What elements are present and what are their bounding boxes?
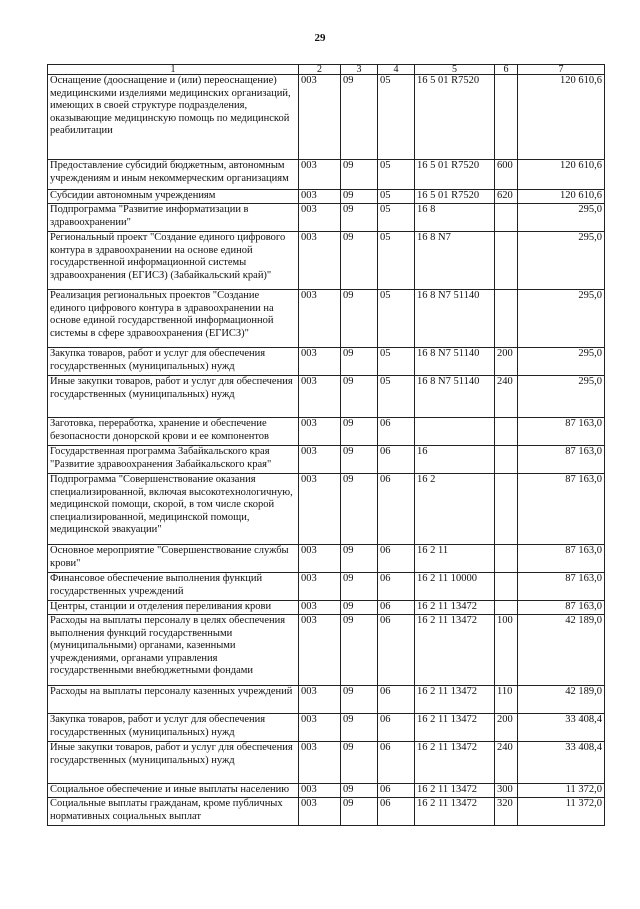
row-section-code-cell: 09	[341, 418, 378, 446]
row-section-code-cell: 09	[341, 714, 378, 742]
row-amount-cell: 33 408,4	[518, 742, 605, 784]
row-ministry-code-cell: 003	[299, 615, 341, 686]
row-section-code-cell: 09	[341, 615, 378, 686]
header-cell: 5	[415, 65, 495, 75]
row-ministry-code-cell: 003	[299, 160, 341, 190]
row-expense-type-cell	[495, 290, 518, 348]
row-name-cell: Государственная программа Забайкальского края "Развитие здравоохранения Забайкальского края"	[48, 446, 299, 474]
budget-table	[47, 64, 605, 826]
row-target-article-cell: 16 8 N7 51140	[415, 376, 495, 418]
row-ministry-code-cell: 003	[299, 573, 341, 601]
row-ministry-code-cell: 003	[299, 290, 341, 348]
row-expense-type-cell	[495, 446, 518, 474]
row-ministry-code-cell: 003	[299, 75, 341, 160]
row-subsection-code-cell: 05	[378, 160, 415, 190]
table-row	[48, 714, 605, 742]
row-target-article-cell: 16 2	[415, 474, 495, 545]
row-target-article-cell: 16 8	[415, 204, 495, 232]
row-ministry-code-cell: 003	[299, 376, 341, 418]
row-section-code-cell: 09	[341, 573, 378, 601]
row-target-article-cell: 16 5 01 R7520	[415, 160, 495, 190]
table-row	[48, 160, 605, 190]
row-target-article-cell: 16 2 11 13472	[415, 784, 495, 798]
row-subsection-code-cell: 05	[378, 190, 415, 204]
row-target-article-cell: 16 2 11 13472	[415, 601, 495, 615]
row-section-code-cell: 09	[341, 376, 378, 418]
row-name-cell: Расходы на выплаты персоналу в целях обеспечения выполнения функций государственными (муниципальными) органами, казенными учреждениями, органами управления государственными внебюджетными фондами	[48, 615, 299, 686]
row-subsection-code-cell: 06	[378, 573, 415, 601]
row-expense-type-cell: 320	[495, 798, 518, 826]
row-amount-cell: 295,0	[518, 290, 605, 348]
row-expense-type-cell: 200	[495, 714, 518, 742]
row-target-article-cell: 16	[415, 446, 495, 474]
row-amount-cell: 120 610,6	[518, 160, 605, 190]
row-name-cell: Социальные выплаты гражданам, кроме публичных нормативных социальных выплат	[48, 798, 299, 826]
row-expense-type-cell	[495, 573, 518, 601]
row-section-code-cell: 09	[341, 798, 378, 826]
row-ministry-code-cell: 003	[299, 474, 341, 545]
row-section-code-cell: 09	[341, 686, 378, 714]
row-name-cell: Социальное обеспечение и иные выплаты населению	[48, 784, 299, 798]
row-expense-type-cell	[495, 232, 518, 290]
row-section-code-cell: 09	[341, 348, 378, 376]
table-row	[48, 290, 605, 348]
row-subsection-code-cell: 06	[378, 418, 415, 446]
row-expense-type-cell: 240	[495, 376, 518, 418]
row-name-cell: Подпрограмма "Развитие информатизации в здравоохранении"	[48, 204, 299, 232]
header-cell: 6	[495, 65, 518, 75]
row-name-cell: Оснащение (дооснащение и (или) переоснащение) медицинскими изделиями медицинских организаций, имеющих в своей структуре подразделения, оказывающие медицинскую помощь по медицинской реабилитации	[48, 75, 299, 160]
header-cell: 1	[48, 65, 299, 75]
row-amount-cell: 295,0	[518, 232, 605, 290]
row-target-article-cell: 16 2 11 13472	[415, 798, 495, 826]
row-name-cell: Расходы на выплаты персоналу казенных учреждений	[48, 686, 299, 714]
table-row	[48, 474, 605, 545]
row-ministry-code-cell: 003	[299, 348, 341, 376]
row-ministry-code-cell: 003	[299, 742, 341, 784]
row-target-article-cell: 16 2 11 13472	[415, 686, 495, 714]
row-section-code-cell: 09	[341, 742, 378, 784]
table-row	[48, 348, 605, 376]
header-cell: 7	[518, 65, 605, 75]
page-number: 29	[314, 32, 326, 44]
row-amount-cell: 87 163,0	[518, 601, 605, 615]
row-ministry-code-cell: 003	[299, 601, 341, 615]
table-row	[48, 376, 605, 418]
row-expense-type-cell	[495, 601, 518, 615]
row-amount-cell: 87 163,0	[518, 573, 605, 601]
row-subsection-code-cell: 06	[378, 784, 415, 798]
row-target-article-cell: 16 5 01 R7520	[415, 190, 495, 204]
row-name-cell: Центры, станции и отделения переливания крови	[48, 601, 299, 615]
row-target-article-cell: 16 8 N7	[415, 232, 495, 290]
table-row	[48, 204, 605, 232]
table-row	[48, 418, 605, 446]
row-amount-cell: 87 163,0	[518, 474, 605, 545]
row-amount-cell: 87 163,0	[518, 418, 605, 446]
row-ministry-code-cell: 003	[299, 190, 341, 204]
row-expense-type-cell	[495, 204, 518, 232]
row-name-cell: Подпрограмма "Совершенствование оказания специализированной, включая высокотехнологичную, медицинской помощи, скорой, в том числе скорой специализированной, медицинской помощи, медицинской эвакуации"	[48, 474, 299, 545]
row-section-code-cell: 09	[341, 160, 378, 190]
row-subsection-code-cell: 05	[378, 290, 415, 348]
row-section-code-cell: 09	[341, 232, 378, 290]
row-target-article-cell: 16 8 N7 51140	[415, 290, 495, 348]
row-amount-cell: 87 163,0	[518, 446, 605, 474]
row-amount-cell: 295,0	[518, 376, 605, 418]
row-target-article-cell: 16 2 11 13472	[415, 742, 495, 784]
row-subsection-code-cell: 05	[378, 376, 415, 418]
row-expense-type-cell: 300	[495, 784, 518, 798]
row-subsection-code-cell: 06	[378, 545, 415, 573]
table-row	[48, 190, 605, 204]
row-subsection-code-cell: 06	[378, 446, 415, 474]
row-expense-type-cell	[495, 474, 518, 545]
row-subsection-code-cell: 05	[378, 204, 415, 232]
row-ministry-code-cell: 003	[299, 446, 341, 474]
table-row	[48, 75, 605, 160]
row-section-code-cell: 09	[341, 190, 378, 204]
row-section-code-cell: 09	[341, 204, 378, 232]
row-expense-type-cell: 110	[495, 686, 518, 714]
row-ministry-code-cell: 003	[299, 418, 341, 446]
row-subsection-code-cell: 06	[378, 742, 415, 784]
table-row	[48, 798, 605, 826]
row-name-cell: Иные закупки товаров, работ и услуг для обеспечения государственных (муниципальных) нужд	[48, 376, 299, 418]
row-name-cell: Закупка товаров, работ и услуг для обеспечения государственных (муниципальных) нужд	[48, 714, 299, 742]
row-target-article-cell: 16 2 11	[415, 545, 495, 573]
row-name-cell: Реализация региональных проектов "Создание единого цифрового контура в здравоохранении на основе единой государственной информационной системы в сфере здравоохранения (ЕГИСЗ)"	[48, 290, 299, 348]
row-subsection-code-cell: 05	[378, 232, 415, 290]
row-name-cell: Региональный проект "Создание единого цифрового контура в здравоохранении на основе единой государственной информационной системы здравоохранения (ЕГИСЗ) (Забайкальский край)"	[48, 232, 299, 290]
table-row	[48, 232, 605, 290]
table-row	[48, 573, 605, 601]
row-subsection-code-cell: 06	[378, 615, 415, 686]
row-name-cell: Заготовка, переработка, хранение и обеспечение безопасности донорской крови и ее компонентов	[48, 418, 299, 446]
row-name-cell: Закупка товаров, работ и услуг для обеспечения государственных (муниципальных) нужд	[48, 348, 299, 376]
row-expense-type-cell: 240	[495, 742, 518, 784]
row-amount-cell: 33 408,4	[518, 714, 605, 742]
row-amount-cell: 87 163,0	[518, 545, 605, 573]
row-expense-type-cell	[495, 75, 518, 160]
row-name-cell: Субсидии автономным учреждениям	[48, 190, 299, 204]
row-name-cell: Основное мероприятие "Совершенствование службы крови"	[48, 545, 299, 573]
table-row	[48, 742, 605, 784]
table-row	[48, 601, 605, 615]
row-target-article-cell: 16 8 N7 51140	[415, 348, 495, 376]
row-target-article-cell: 16 5 01 R7520	[415, 75, 495, 160]
header-cell: 3	[341, 65, 378, 75]
row-section-code-cell: 09	[341, 601, 378, 615]
table-row	[48, 615, 605, 686]
row-subsection-code-cell: 06	[378, 714, 415, 742]
table-row	[48, 686, 605, 714]
row-expense-type-cell: 200	[495, 348, 518, 376]
row-section-code-cell: 09	[341, 545, 378, 573]
row-section-code-cell: 09	[341, 75, 378, 160]
row-expense-type-cell: 620	[495, 190, 518, 204]
row-amount-cell: 295,0	[518, 348, 605, 376]
row-expense-type-cell: 100	[495, 615, 518, 686]
row-section-code-cell: 09	[341, 446, 378, 474]
row-ministry-code-cell: 003	[299, 204, 341, 232]
table-row	[48, 545, 605, 573]
row-ministry-code-cell: 003	[299, 784, 341, 798]
table-header-row	[48, 65, 605, 75]
row-ministry-code-cell: 003	[299, 714, 341, 742]
row-subsection-code-cell: 06	[378, 686, 415, 714]
row-amount-cell: 120 610,6	[518, 75, 605, 160]
row-expense-type-cell	[495, 418, 518, 446]
row-ministry-code-cell: 003	[299, 798, 341, 826]
row-section-code-cell: 09	[341, 784, 378, 798]
row-subsection-code-cell: 06	[378, 474, 415, 545]
row-ministry-code-cell: 003	[299, 686, 341, 714]
table-row	[48, 446, 605, 474]
row-name-cell: Финансовое обеспечение выполнения функций государственных учреждений	[48, 573, 299, 601]
row-amount-cell: 11 372,0	[518, 798, 605, 826]
row-target-article-cell: 16 2 11 13472	[415, 714, 495, 742]
row-section-code-cell: 09	[341, 474, 378, 545]
row-target-article-cell: 16 2 11 10000	[415, 573, 495, 601]
row-amount-cell: 11 372,0	[518, 784, 605, 798]
header-cell: 4	[378, 65, 415, 75]
row-expense-type-cell	[495, 545, 518, 573]
row-name-cell: Предоставление субсидий бюджетным, автономным учреждениям и иным некоммерческим организациям	[48, 160, 299, 190]
row-subsection-code-cell: 05	[378, 348, 415, 376]
row-name-cell: Иные закупки товаров, работ и услуг для обеспечения государственных (муниципальных) нужд	[48, 742, 299, 784]
header-cell: 2	[299, 65, 341, 75]
row-amount-cell: 42 189,0	[518, 686, 605, 714]
row-subsection-code-cell: 05	[378, 75, 415, 160]
row-target-article-cell	[415, 418, 495, 446]
row-ministry-code-cell: 003	[299, 545, 341, 573]
table-row	[48, 784, 605, 798]
row-subsection-code-cell: 06	[378, 798, 415, 826]
row-target-article-cell: 16 2 11 13472	[415, 615, 495, 686]
row-amount-cell: 42 189,0	[518, 615, 605, 686]
row-expense-type-cell: 600	[495, 160, 518, 190]
row-amount-cell: 120 610,6	[518, 190, 605, 204]
row-section-code-cell: 09	[341, 290, 378, 348]
row-subsection-code-cell: 06	[378, 601, 415, 615]
row-amount-cell: 295,0	[518, 204, 605, 232]
row-ministry-code-cell: 003	[299, 232, 341, 290]
